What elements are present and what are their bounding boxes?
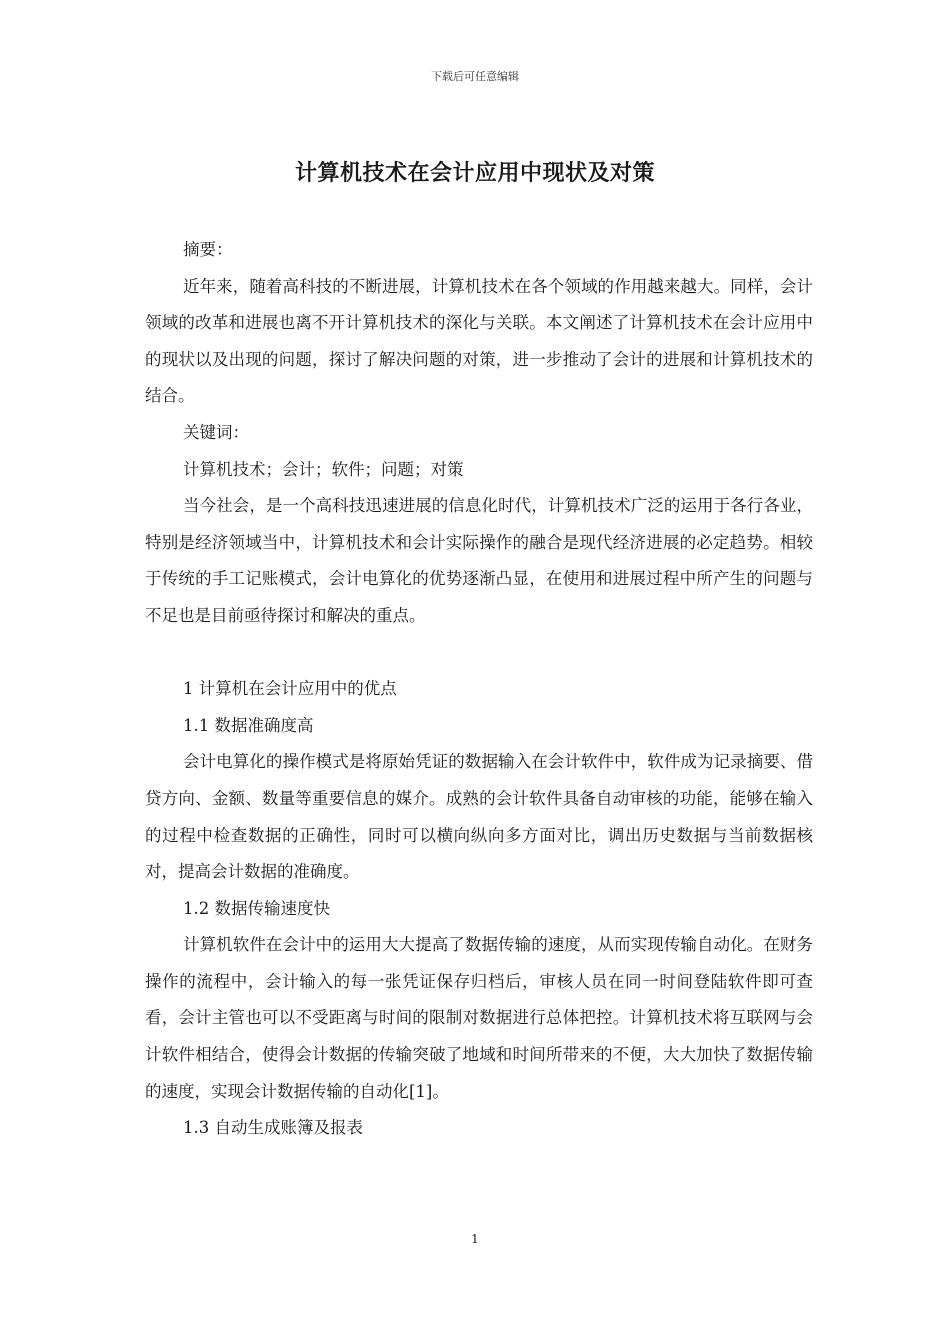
page-number: 1 [471, 1232, 479, 1246]
abstract-label: 摘要： [183, 240, 233, 259]
section-1-2-heading: 1.2 数据传输速度快 [183, 898, 330, 918]
keywords-list: 计算机技术；会计；软件；问题；对策 [183, 459, 464, 479]
header-note: 下载后可任意编辑 [431, 70, 519, 83]
section-1-3-heading: 1.3 自动生成账簿及报表 [183, 1118, 363, 1138]
section-1-1-heading: 1.1 数据准确度高 [183, 715, 314, 735]
section-1-2-paragraph: 计算机软件在会计中的运用大大提高了数据传输的速度，从而实现传输自动化。在财务操作的流程中，会计输入的每一张凭证保存归档后，审核人员在同一时间登陆软件即可查看，会计主管也可以不受距离与时间的限制对数据进行总体把控。计算机技术将互联网与会计软件相结合，使得会计数据的传输突破了地域和时间所带来的不便，大大加快了数据传输的速度，实现会计数据传输的自动化[1]。 [145, 935, 813, 1101]
intro-paragraph: 当今社会，是一个高科技迅速进展的信息化时代，计算机技术广泛的运用于各行各业，特别是经济领域当中，计算机技术和会计实际操作的融合是现代经济进展的必定趋势。相较于传统的手工记账模式，会计电算化的优势逐渐凸显，在使用和进展过程中所产生的问题与不足也是目前亟待探讨和解决的重点。 [145, 496, 813, 625]
section-1-heading: 1 计算机在会计应用中的优点 [183, 679, 397, 699]
paragraph-spacer [145, 635, 813, 672]
document-body [145, 232, 813, 1147]
section-1-1-paragraph: 会计电算化的操作模式是将原始凭证的数据输入在会计软件中，软件成为记录摘要、借贷方向、金额、数量等重要信息的媒介。成熟的会计软件具备自动审核的功能，能够在输入的过程中检查数据的正确性，同时可以横向纵向多方面对比，调出历史数据与当前数据核对，提高会计数据的准确度。 [145, 752, 813, 882]
abstract-paragraph: 近年来，随着高科技的不断进展，计算机技术在各个领域的作用越来越大。同样，会计领域的改革和进展也离不开计算机技术的深化与关联。本文阐述了计算机技术在会计应用中的现状以及出现的问题，探讨了解决问题的对策，进一步推动了会计的进展和计算机技术的结合。 [145, 276, 813, 406]
keywords-label: 关键词： [183, 422, 249, 442]
document-title: 计算机技术在会计应用中现状及对策 [294, 160, 655, 186]
